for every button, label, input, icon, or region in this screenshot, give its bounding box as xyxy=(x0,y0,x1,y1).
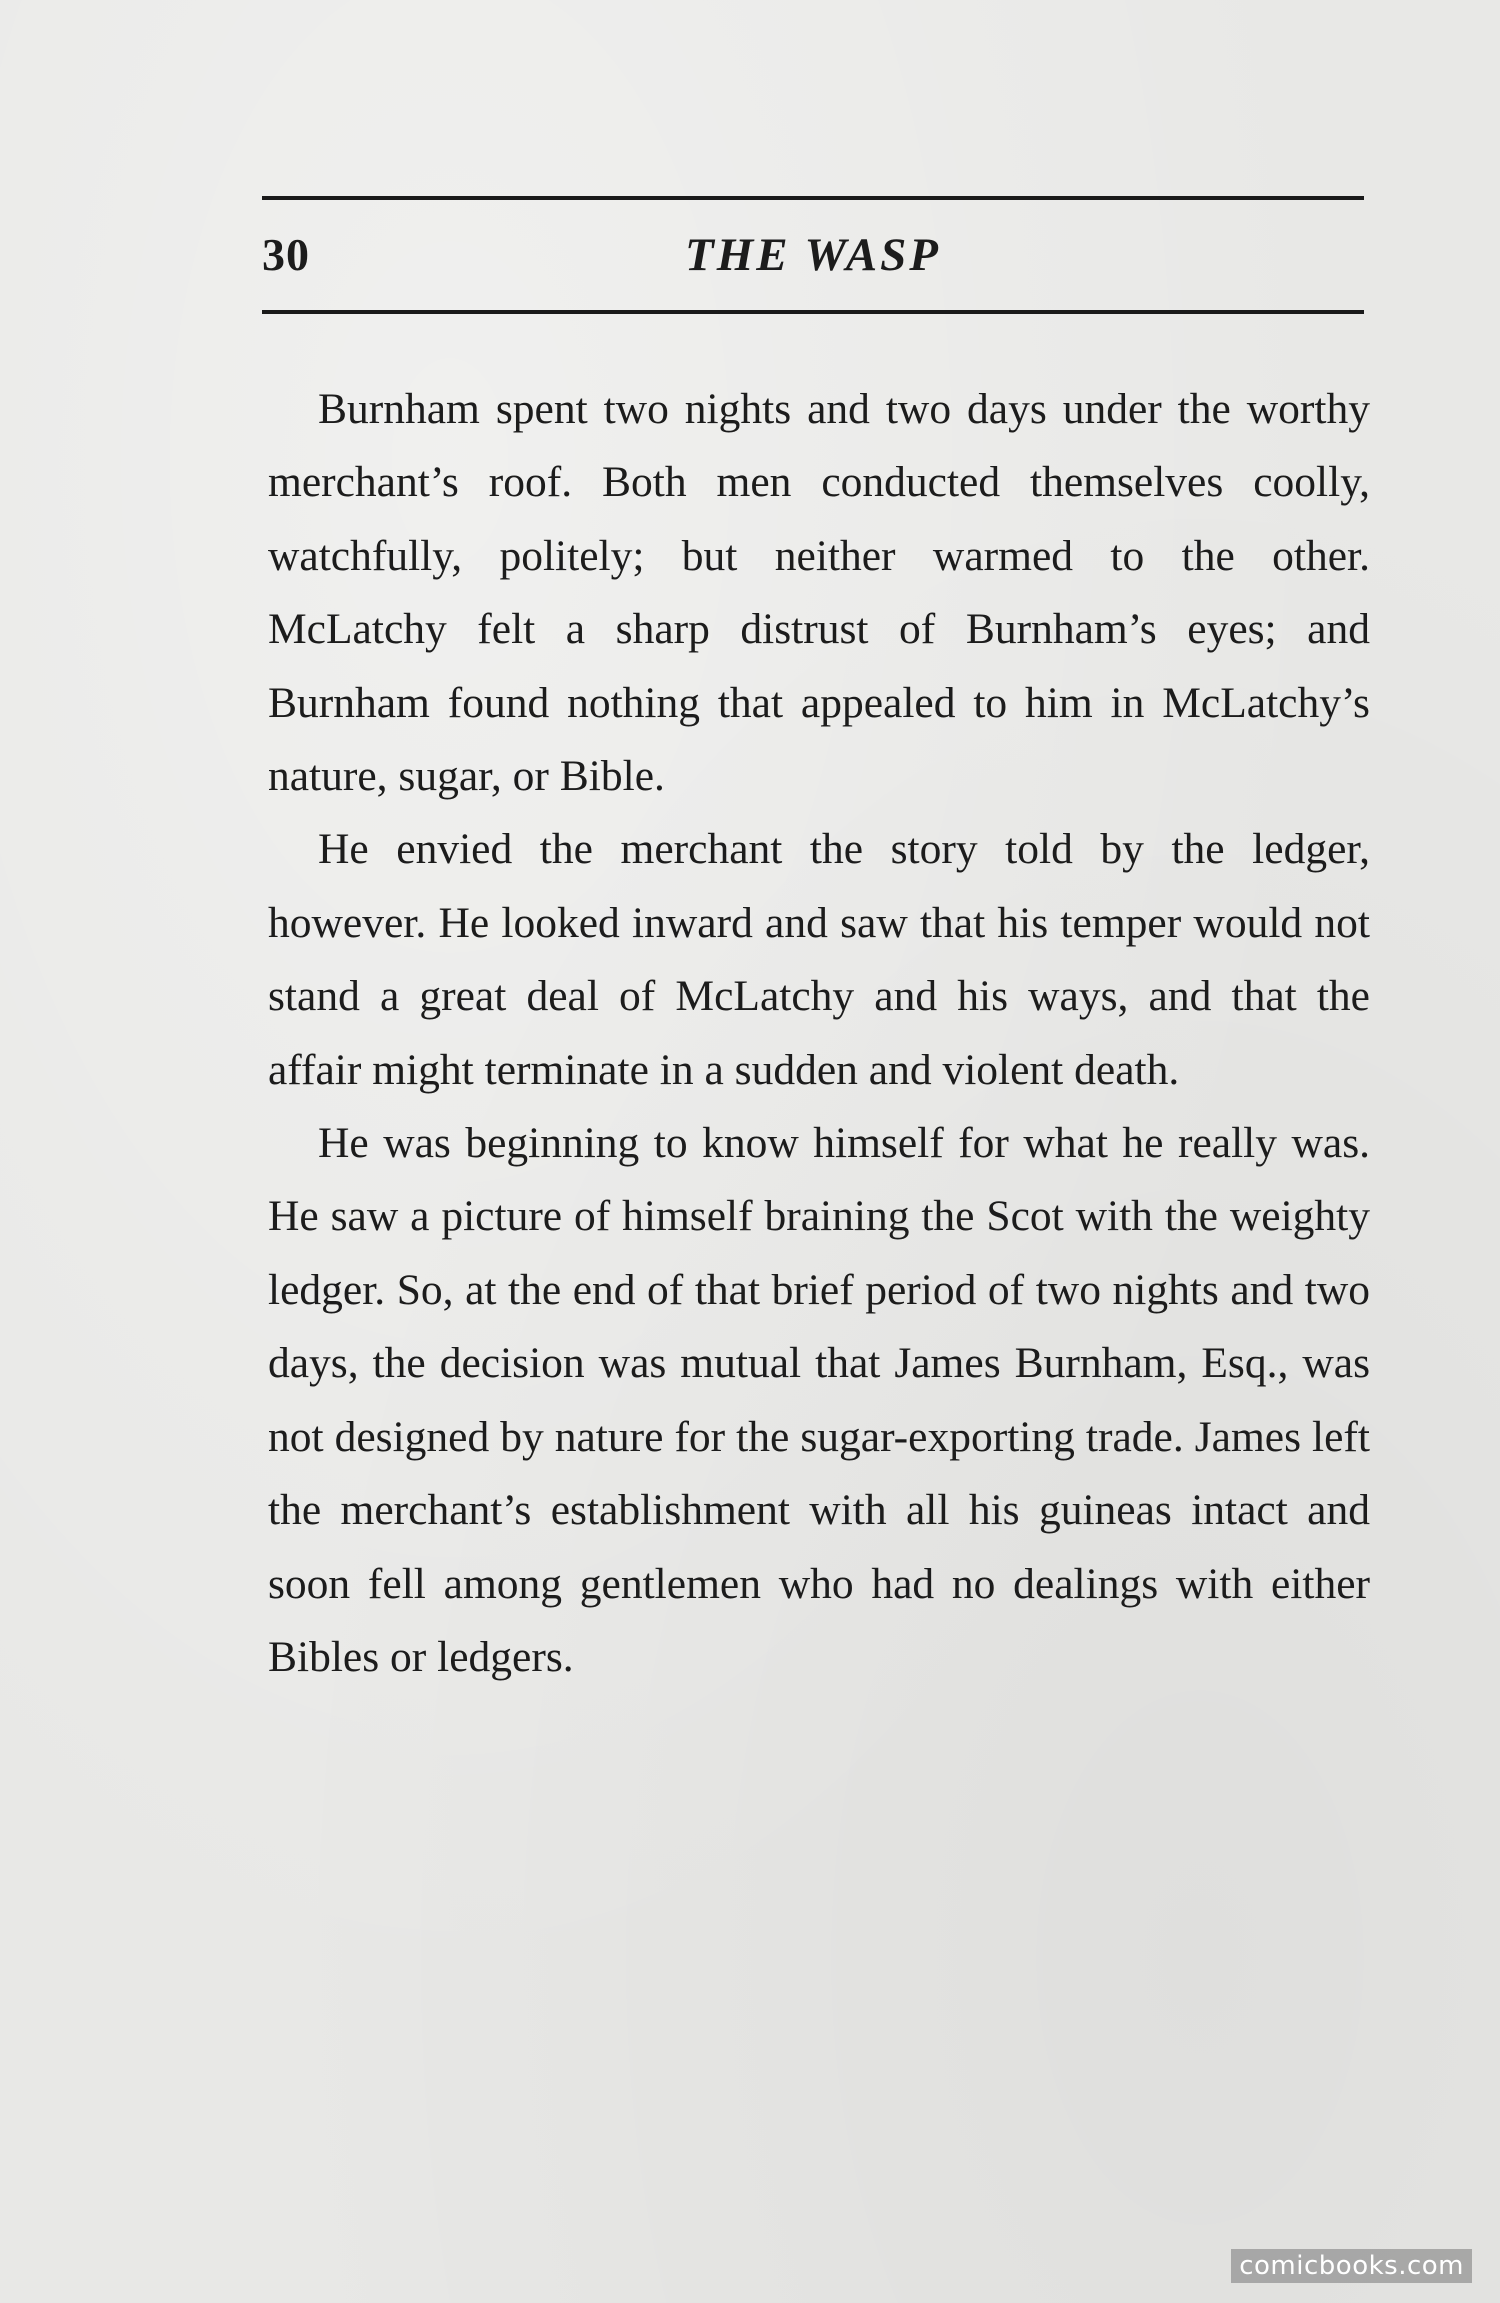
page-header xyxy=(262,222,1364,292)
watermark: comicbooks.com xyxy=(1231,2249,1472,2283)
paragraph: Burnham spent two nights and two days under the worthy merchant’s roof. Both men conducted themselves coolly, watchfully, politely; but neither warmed to the other. McLatchy felt a sharp distrust of Burnham’s eyes; and Burnham found nothing that appealed to him in McLatchy’s nature, sugar, or Bible. xyxy=(268,385,1370,801)
page-number: 30 xyxy=(262,229,310,280)
header-top-rule xyxy=(262,196,1364,200)
header-bottom-rule xyxy=(262,310,1364,314)
paragraph: He envied the merchant the story told by the ledger, however. He looked inward and saw that his temper would not stand a great deal of McLatchy and his ways, and that the affair might terminate in a sudden and violent death. xyxy=(268,825,1370,1094)
running-title: THE WASP xyxy=(684,229,942,281)
body-text xyxy=(268,373,1370,1694)
paragraph: He was beginning to know himself for what he really was. He saw a picture of himself braining the Scot with the weighty ledger. So, at the end of that brief period of two nights and two days, the decision was mutual that James Burnham, Esq., was not designed by nature for the sugar-exporting trade. James left the merchant’s establishment with all his guineas intact and soon fell among gentlemen who had no dealings with either Bibles or ledgers. xyxy=(268,1119,1370,1681)
